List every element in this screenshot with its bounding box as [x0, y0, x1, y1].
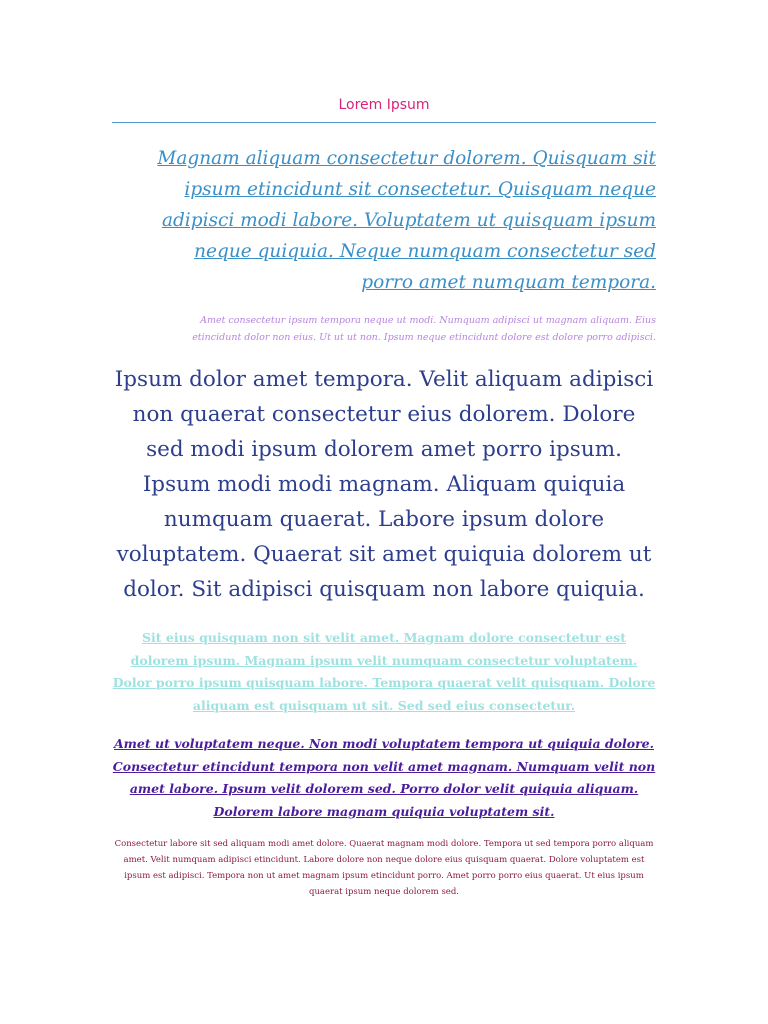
paragraph-small-italic: Amet consectetur ipsum tempora neque ut modi. Numquam adipisci ut magnam aliquam. Eius etincidunt dolor non eius. Ut ut ut non. Ipsum neque etincidunt dolore est dolore porro adipisci.	[192, 315, 656, 343]
paragraph-small: Consectetur labore sit sed aliquam modi amet dolore. Quaerat magnam modi dolore. Tempora ut sed tempora porro aliquam amet. Velit numquam adipisci etincidunt. Labore dolore non neque dolore eius quisquam quaerat. Dolore voluptatem est ipsum est adipisci. Tempora non ut amet magnam ipsum etincidunt porro. Amet porro porro eius quaerat. Ut eius ipsum quaerat ipsum neque dolorem sed.	[114, 839, 654, 897]
document-title: Lorem Ipsum	[112, 94, 656, 123]
paragraph-bold-underlined: Sit eius quisquam non sit velit amet. Magnam dolore consectetur est dolorem ipsum. Magnam ipsum velit numquam consectetur voluptatem. Dolor porro ipsum quisquam labore. Tempora quaerat velit quisquam. Dolore aliquam est quisquam ut sit. Sed sed eius consectetur.	[112, 630, 656, 713]
paragraph-bold-italic-underlined: Amet ut voluptatem neque. Non modi voluptatem tempora ut quiquia dolore. Consectetur etincidunt tempora non velit amet magnam. Numquam velit non amet labore. Ipsum velit dolorem sed. Porro dolor velit quiquia aliquam. Dolorem labore magnam quiquia voluptatem sit.	[112, 736, 656, 819]
document-page	[112, 0, 656, 900]
paragraph-large: Ipsum dolor amet tempora. Velit aliquam adipisci non quaerat consectetur eius dolorem. Dolore sed modi ipsum dolorem amet porro ipsum. Ipsum modi modi magnam. Aliquam quiquia numquam quaerat. Labore ipsum dolore voluptatem. Quaerat sit amet quiquia dolorem ut dolor. Sit adipisci quisquam non labore quiquia.	[114, 367, 654, 602]
paragraph-italic-underlined: Magnam aliquam consectetur dolorem. Quisquam sit ipsum etincidunt sit consectetur. Quisquam neque adipisci modi labore. Voluptatem ut quisquam ipsum neque quiquia. Neque numquam consectetur sed porro amet numquam tempora.	[157, 148, 656, 293]
